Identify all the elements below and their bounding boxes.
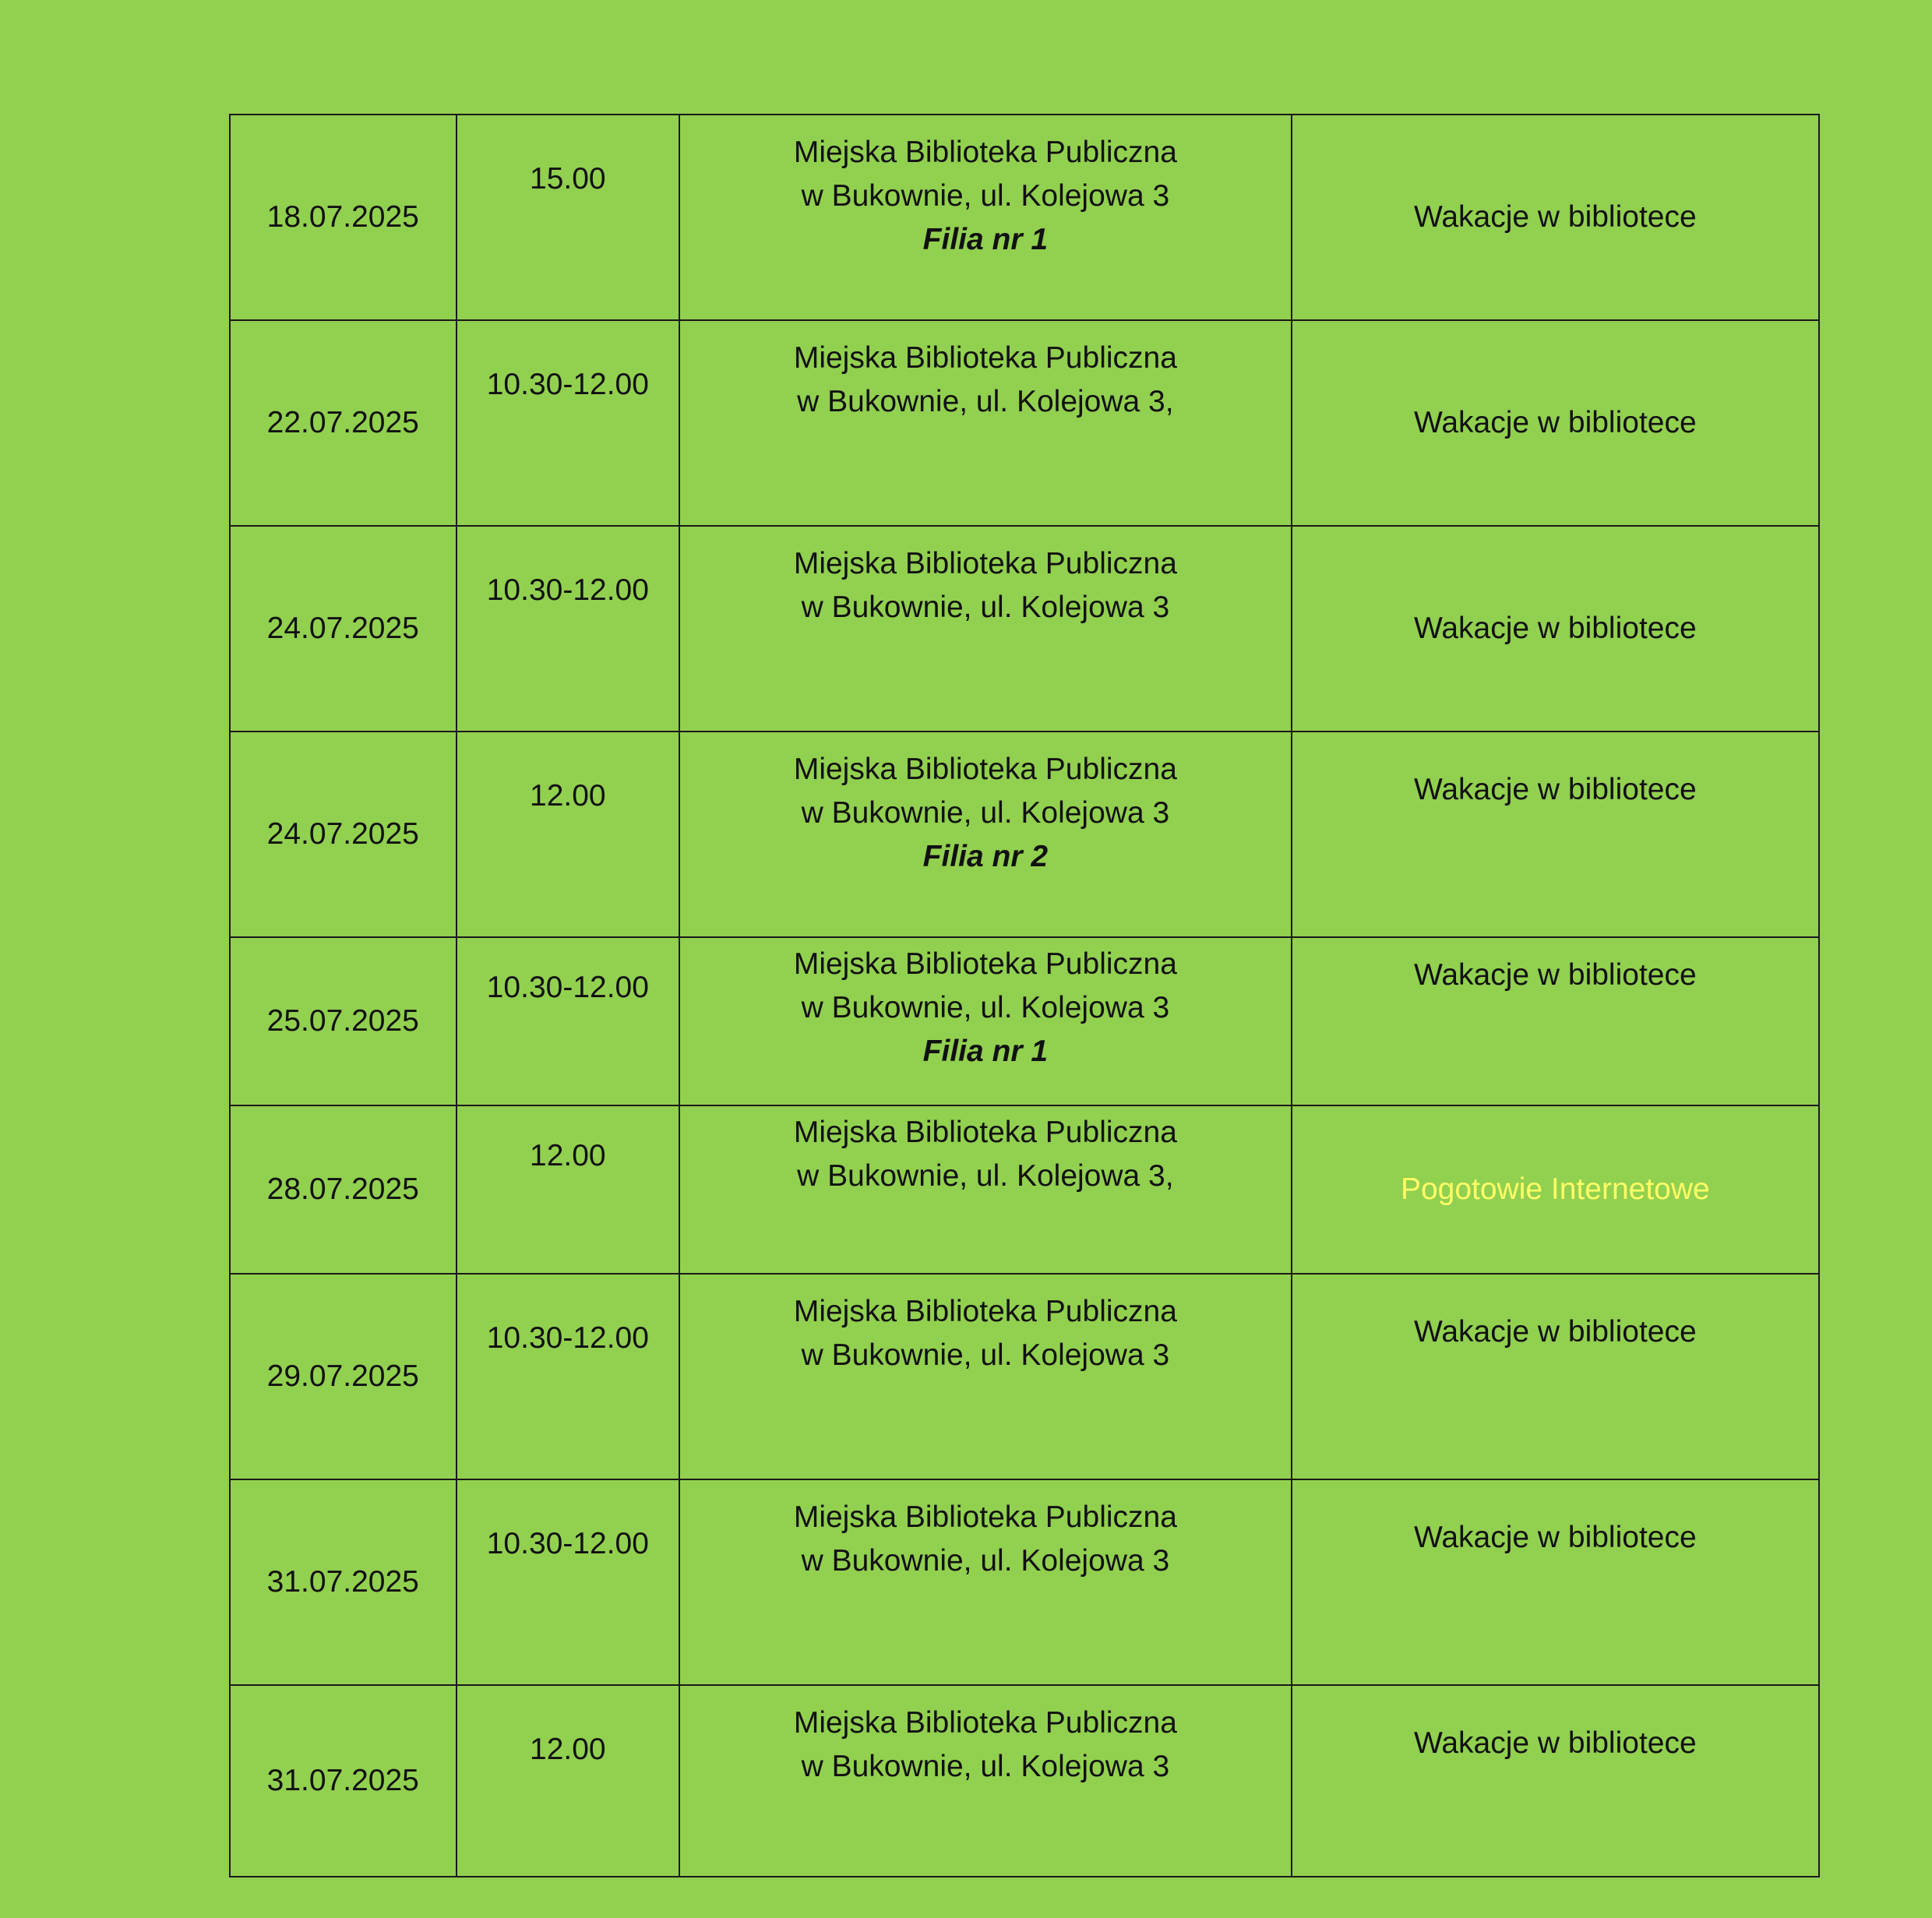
branch-label: Filia nr 1: [922, 1035, 1049, 1068]
location-cell: [679, 937, 1292, 1105]
location-cell: [679, 732, 1292, 937]
table-row: [230, 526, 1819, 732]
location-cell: [679, 115, 1292, 320]
time-cell: 15.00: [457, 115, 680, 320]
time-cell: 10.30-12.00: [457, 937, 680, 1105]
library-address: w Bukownie, ul. Kolejowa 3,: [797, 1159, 1174, 1193]
location-cell: [679, 1105, 1292, 1274]
time-cell: 12.00: [457, 732, 680, 937]
date-cell: 31.07.2025: [230, 1479, 457, 1685]
event-cell: Wakacje w bibliotece: [1292, 526, 1819, 732]
date-cell: 29.07.2025: [230, 1274, 457, 1479]
table-row: [230, 1685, 1819, 1877]
event-cell: Wakacje w bibliotece: [1292, 1274, 1819, 1479]
library-address: w Bukownie, ul. Kolejowa 3: [801, 1750, 1170, 1783]
event-schedule-table: [229, 114, 1820, 1877]
time-cell: 10.30-12.00: [457, 1479, 680, 1685]
event-cell: Wakacje w bibliotece: [1292, 732, 1819, 937]
library-name: Miejska Biblioteka Publiczna: [793, 753, 1177, 786]
library-name: Miejska Biblioteka Publiczna: [793, 1116, 1177, 1149]
location-cell: [679, 1274, 1292, 1479]
library-name: Miejska Biblioteka Publiczna: [793, 1500, 1177, 1534]
date-cell: 24.07.2025: [230, 732, 457, 937]
date-cell: 25.07.2025: [230, 937, 457, 1105]
date-cell: 31.07.2025: [230, 1685, 457, 1877]
date-cell: 22.07.2025: [230, 320, 457, 526]
time-cell: 12.00: [457, 1105, 680, 1274]
branch-label: Filia nr 1: [922, 223, 1049, 256]
location-cell: [679, 1685, 1292, 1877]
event-cell: Wakacje w bibliotece: [1292, 1685, 1819, 1877]
library-address: w Bukownie, ul. Kolejowa 3: [801, 1544, 1170, 1578]
library-name: Miejska Biblioteka Publiczna: [793, 341, 1177, 375]
library-address: w Bukownie, ul. Kolejowa 3: [801, 591, 1170, 624]
event-cell: Wakacje w bibliotece: [1292, 1479, 1819, 1685]
location-cell: [679, 526, 1292, 732]
location-cell: [679, 1479, 1292, 1685]
library-name: Miejska Biblioteka Publiczna: [793, 136, 1177, 169]
date-cell: 24.07.2025: [230, 526, 457, 732]
library-name: Miejska Biblioteka Publiczna: [793, 1706, 1177, 1740]
table-row: [230, 1274, 1819, 1479]
time-cell: 10.30-12.00: [457, 526, 680, 732]
date-cell: 18.07.2025: [230, 115, 457, 320]
table-row: [230, 320, 1819, 526]
library-name: Miejska Biblioteka Publiczna: [793, 547, 1177, 580]
library-address: w Bukownie, ul. Kolejowa 3: [801, 796, 1170, 830]
time-cell: 10.30-12.00: [457, 1274, 680, 1479]
time-cell: 10.30-12.00: [457, 320, 680, 526]
event-cell: Wakacje w bibliotece: [1292, 320, 1819, 526]
time-cell: 12.00: [457, 1685, 680, 1877]
library-name: Miejska Biblioteka Publiczna: [793, 947, 1177, 981]
library-address: w Bukownie, ul. Kolejowa 3: [801, 991, 1170, 1024]
event-cell: Wakacje w bibliotece: [1292, 115, 1819, 320]
table-row: [230, 115, 1819, 320]
table-row: [230, 1479, 1819, 1685]
table-row: [230, 732, 1819, 937]
date-cell: 28.07.2025: [230, 1105, 457, 1274]
library-address: w Bukownie, ul. Kolejowa 3: [801, 179, 1170, 213]
branch-label: Filia nr 2: [922, 840, 1049, 873]
event-cell: Wakacje w bibliotece: [1292, 937, 1819, 1105]
library-name: Miejska Biblioteka Publiczna: [793, 1295, 1177, 1328]
table-row: [230, 937, 1819, 1105]
location-cell: [679, 320, 1292, 526]
table-row: [230, 1105, 1819, 1274]
event-cell: Pogotowie Internetowe: [1292, 1105, 1819, 1274]
library-address: w Bukownie, ul. Kolejowa 3: [801, 1338, 1170, 1372]
library-address: w Bukownie, ul. Kolejowa 3,: [797, 385, 1174, 418]
